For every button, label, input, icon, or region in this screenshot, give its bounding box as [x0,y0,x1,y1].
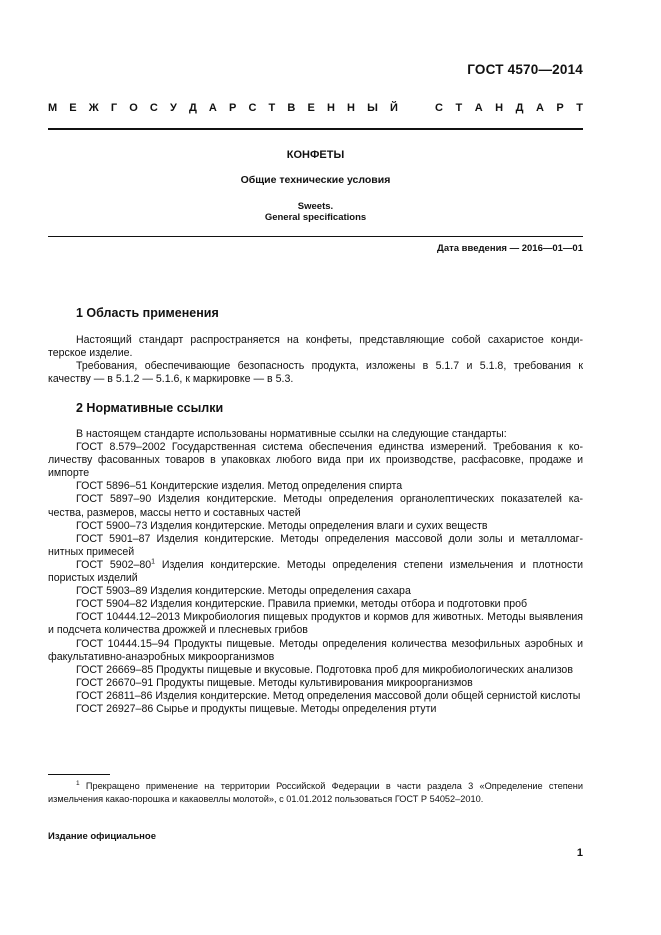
banner-letter: Ы [367,102,378,114]
document-number: ГОСТ 4570—2014 [467,62,583,77]
interstate-standard-banner [48,102,583,114]
paragraph: Настоящий стандарт распространяется на конфеты, представляющие собой сахаристое кондитерское изделие. [48,334,583,360]
english-title: Sweets. [297,201,334,212]
banner-letter: А [535,102,544,114]
reference-item: ГОСТ 5897–90 Изделия кондитерские. Методы определения органолептических показателей качества, размеров, массы нетто и составных частей [48,493,583,519]
reference-item: ГОСТ 10444.15–94 Продукты пищевые. Методы определения количества мезофильных аэробных и факультативно-анаэробных микроорганизмов [48,637,583,663]
banner-letter: Н [347,102,355,114]
document-subtitle: Общие технические условия [240,174,391,186]
banner-letter: Д [515,102,524,114]
banner-letter: Ж [88,102,99,114]
reference-item: ГОСТ 26670–91 Продукты пищевые. Методы культивирования микроорганизмов [76,676,473,689]
banner-letter: Т [455,102,463,114]
title-divider [48,236,583,237]
footnote-marker: 1 [151,558,156,566]
official-edition-label: Издание официальное [48,831,156,842]
reference-text: Изделия кондитерские. Методы определения степени измельчения и плотности пористых изделий [48,558,583,585]
banner-letter: О [129,102,138,114]
reference-item: ГОСТ 10444.12–2013 Микробиология пищевых продуктов и кормов для животных. Методы выявления и подсчета количества дрожжей и плесневых грибов [48,611,583,637]
reference-item: ГОСТ 8.579–2002 Государственная система обеспечения единства измерений. Требования к количеству фасованных товаров в упаковках любого вида при их производстве, расфасовке, продаже и импорте [48,441,583,480]
section-references-body [48,428,583,716]
banner-letter: Т [576,102,583,114]
english-subtitle: General specifications [264,212,367,223]
footnote [48,780,583,806]
paragraph: Требования, обеспечивающие безопасность продукта, изложены в 5.1.7 и 5.1.8, требования к качеству — в 5.1.2 — 5.1.6, к маркировке — в 5.3. [48,360,583,386]
banner-letter: С [435,102,443,114]
banner-letter: Р [556,102,564,114]
footnote-divider [48,774,110,775]
footnote-text: Прекращено применение на территории Российской Федерации в части раздела 3 «Определение степени измельчения какао-порошка и какаовеллы молотой», с 01.01.2012 пользоваться ГОСТ Р 54052–2010. [48,781,583,804]
banner-letter: Г [110,102,118,114]
introduction-date: Дата введения — 2016—01—01 [437,243,583,254]
banner-letter: С [149,102,158,114]
document-title: КОНФЕТЫ [286,149,345,161]
section-scope-body [48,334,583,386]
reference-item: ГОСТ 5896–51 Кондитерские изделия. Метод определения спирта [76,480,403,493]
banner-letter: А [208,102,217,114]
footnote-marker: 1 [76,779,80,787]
reference-item: ГОСТ 5904–82 Изделия кондитерские. Правила приемки, методы отбора и подготовки проб [76,598,528,611]
banner-letter: Д [188,102,197,114]
reference-item [48,559,583,585]
reference-code: ГОСТ 5902–80 [76,558,152,571]
banner-letter: Е [69,102,77,114]
banner-letter: М [48,102,58,114]
banner-letter: Е [307,102,315,114]
section-heading-scope: 1 Область применения [76,306,219,320]
section-heading-references: 2 Нормативные ссылки [76,401,224,415]
banner-letter: В [287,102,296,114]
banner-letter: С [248,102,257,114]
banner-letter: А [474,102,483,114]
banner-letter: Р [229,102,237,114]
banner-word-standard [435,102,583,114]
reference-item: ГОСТ 26927–86 Сырье и продукты пищевые. Методы определения ртути [76,702,437,715]
reference-item: ГОСТ 26811–86 Изделия кондитерские. Метод определения массовой доли общей сернистой кислоты [76,689,581,702]
reference-item: ГОСТ 5903–89 Изделия кондитерские. Методы определения сахара [76,585,411,598]
banner-letter: Н [326,102,335,114]
banner-letter: Т [268,102,276,114]
page-number: 1 [576,847,583,859]
banner-letter: Н [495,102,504,114]
paragraph: В настоящем стандарте использованы нормативные ссылки на следующие стандарты: [76,428,507,440]
banner-letter: У [169,102,177,114]
banner-letter: Й [390,102,398,114]
reference-item: ГОСТ 5900–73 Изделия кондитерские. Методы определения влаги и сухих веществ [76,519,488,532]
header-divider [48,128,583,130]
reference-item: ГОСТ 5901–87 Изделия кондитерские. Методы определения массовой доли золы и металломагнитных примесей [48,532,583,558]
banner-word-interstate [48,102,398,114]
reference-item: ГОСТ 26669–85 Продукты пищевые и вкусовые. Подготовка проб для микробиологических анализов [76,663,573,676]
